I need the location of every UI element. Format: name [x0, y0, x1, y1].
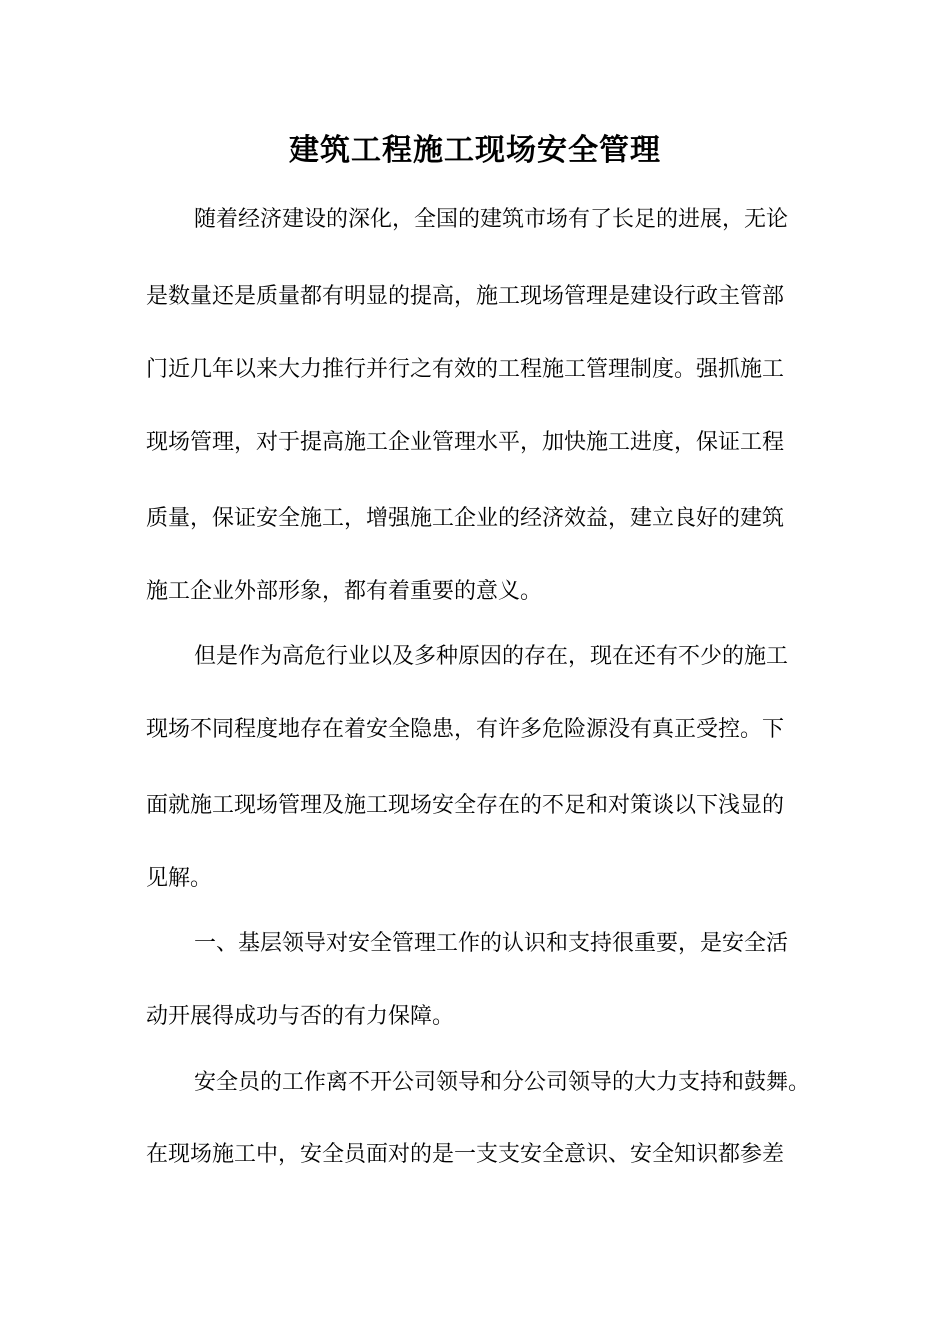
paragraph-2-line-4: 见解。: [146, 866, 213, 891]
paragraph-1-line-1: 随着经济建设的深化，全国的建筑市场有了长足的进展，无论: [194, 207, 789, 232]
document-title: 建筑工程施工现场安全管理: [289, 133, 661, 168]
paragraph-3-line-2: 动开展得成功与否的有力保障。: [146, 1004, 455, 1029]
paragraph-1-line-4: 现场管理，对于提高施工企业管理水平，加快施工进度，保证工程: [146, 430, 785, 455]
paragraph-1-line-2: 是数量还是质量都有明显的提高，施工现场管理是建设行政主管部: [146, 284, 785, 309]
paragraph-1-line-3: 门近几年以来大力推行并行之有效的工程施工管理制度。强抓施工: [146, 357, 785, 382]
paragraph-2-line-2: 现场不同程度地存在着安全隐患，有许多危险源没有真正受控。下: [146, 717, 785, 742]
paragraph-1-line-6: 施工企业外部形象，都有着重要的意义。: [146, 579, 543, 604]
paragraph-3-line-1: 一、基层领导对安全管理工作的认识和支持很重要，是安全活: [194, 931, 789, 956]
paragraph-4-line-1: 安全员的工作离不开公司领导和分公司领导的大力支持和鼓舞。: [194, 1070, 811, 1095]
paragraph-4-line-2: 在现场施工中，安全员面对的是一支支安全意识、安全知识都参差: [146, 1142, 785, 1167]
paragraph-2-line-3: 面就施工现场管理及施工现场安全存在的不足和对策谈以下浅显的: [146, 793, 785, 818]
paragraph-1-line-5: 质量，保证安全施工，增强施工企业的经济效益，建立良好的建筑: [146, 506, 785, 531]
paragraph-2-line-1: 但是作为高危行业以及多种原因的存在，现在还有不少的施工: [194, 644, 789, 669]
